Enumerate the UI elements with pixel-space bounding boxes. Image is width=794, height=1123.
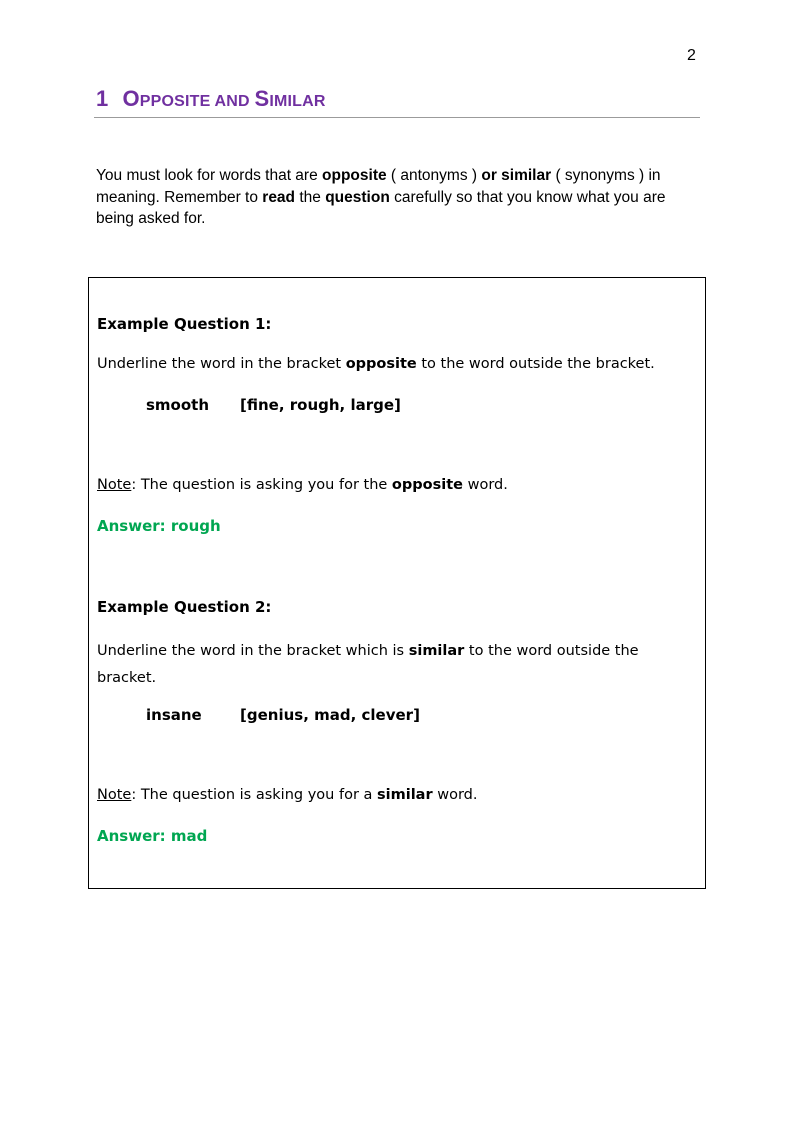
heading-rest-1: PPOSITE AND	[139, 93, 255, 110]
instruction-text: Underline the word in the bracket which is	[97, 643, 409, 659]
note-bold: opposite	[391, 477, 463, 493]
example-2-note	[97, 787, 477, 803]
section-heading	[96, 86, 326, 112]
instruction-text: Underline the word in the bracket	[97, 356, 346, 372]
page-number: 2	[687, 47, 696, 64]
example-box	[88, 277, 706, 889]
example-2-options: [genius, mad, clever]	[240, 706, 420, 724]
instruction-bold: opposite	[345, 356, 417, 372]
intro-text: You must look for words that are	[96, 167, 323, 184]
example-2-title: Example Question 2:	[97, 598, 272, 616]
section-number: 1	[96, 86, 109, 111]
note-text: word.	[432, 787, 478, 803]
example-2-target-word: insane	[146, 706, 202, 724]
note-text: word.	[462, 477, 508, 493]
heading-divider	[94, 117, 700, 118]
note-label: Note	[97, 787, 132, 803]
example-1-note	[97, 477, 508, 493]
intro-text: ( synonyms ) in meaning. Remember to	[96, 167, 661, 206]
example-1-target-word: smooth	[146, 396, 210, 414]
intro-bold: question	[325, 188, 390, 206]
example-2-answer: Answer: mad	[97, 827, 208, 845]
example-1-options: [fine, rough, large]	[240, 396, 401, 414]
intro-paragraph	[96, 165, 696, 230]
note-bold: similar	[377, 787, 433, 803]
note-text: : The question is asking you for a	[131, 787, 378, 803]
instruction-text: to the word outside the bracket.	[97, 643, 639, 686]
note-text: : The question is asking you for the	[131, 477, 392, 493]
heading-rest-2: IMILAR	[269, 93, 326, 110]
example-2-instruction	[97, 638, 697, 692]
intro-bold: or similar	[481, 167, 552, 184]
example-1-word-row	[146, 396, 401, 414]
example-1-instruction	[97, 356, 655, 372]
example-1-title: Example Question 1:	[97, 315, 272, 333]
intro-text: ( antonyms )	[386, 167, 482, 184]
instruction-bold: similar	[408, 643, 465, 659]
heading-initial-2: S	[254, 86, 270, 111]
example-1-answer: Answer: rough	[97, 517, 221, 535]
intro-text: the	[295, 188, 326, 206]
intro-bold: read	[262, 188, 296, 206]
heading-initial-1: O	[122, 86, 140, 111]
intro-bold: opposite	[322, 167, 387, 184]
note-label: Note	[97, 477, 132, 493]
example-2-word-row	[146, 706, 420, 724]
intro-text: carefully so that you know what you are being asked for.	[96, 188, 666, 227]
instruction-text: to the word outside the bracket.	[416, 356, 655, 372]
